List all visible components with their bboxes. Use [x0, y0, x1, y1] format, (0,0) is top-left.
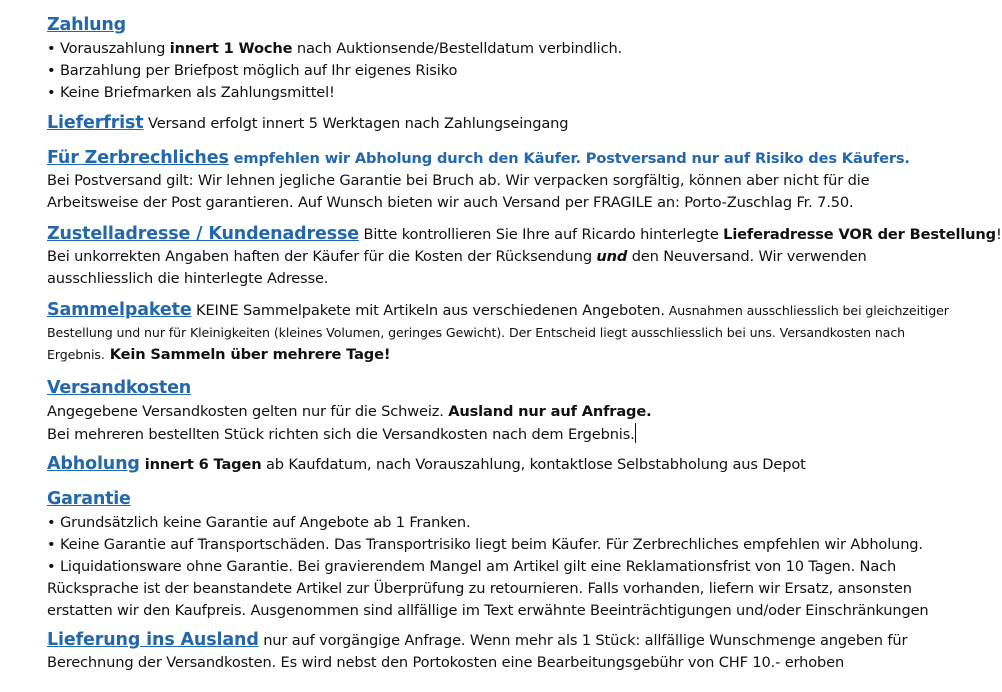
heading-abholung: Abholung	[47, 454, 140, 474]
section-adresse	[47, 223, 1002, 290]
bold-text: innert 6 Tagen	[139, 456, 262, 473]
emphasis-text: und	[596, 248, 628, 265]
adresse-line-3: ausschliesslich die hinterlegte Adresse.	[47, 270, 329, 287]
text: !	[995, 226, 1002, 243]
heading-adresse: Zustelladresse / Kundenadresse	[47, 224, 359, 244]
bold-text: Kein Sammeln über mehrere Tage!	[104, 346, 391, 363]
text: nach Auktionsende/Bestelldatum verbindlich.	[292, 40, 623, 57]
adresse-line-2	[47, 246, 987, 268]
section-abholung	[47, 453, 987, 476]
text: den Neuversand. Wir verwenden	[627, 248, 867, 265]
small-text: Ergebnis.	[47, 347, 105, 362]
text: nur auf vorgängige Anfrage. Wenn mehr als 1 Stück: allfällige Wunschmenge angeben für	[258, 632, 908, 649]
section-versandkosten	[47, 375, 987, 446]
versandkosten-line-2: Bei mehreren bestellten Stück richten sich die Versandkosten nach dem Ergebnis.	[47, 426, 635, 443]
text: Bitte kontrollieren Sie Ihre auf Ricardo hinterlegte	[358, 226, 724, 243]
garantie-line-3: • Liquidationsware ohne Garantie. Bei gravierendem Mangel am Artikel gilt eine Reklamationsfrist von 10 Tagen. Nach	[47, 558, 897, 575]
text: • Vorauszahlung	[47, 40, 170, 57]
heading-garantie: Garantie	[47, 489, 131, 509]
bullet-barzahlung: • Barzahlung per Briefpost möglich auf Ihr eigenes Risiko	[47, 62, 458, 79]
bold-text: innert 1 Woche	[169, 40, 293, 57]
lieferfrist-text: Versand erfolgt innert 5 Werktagen nach Zahlungseingang	[143, 115, 569, 132]
heading-versandkosten: Versandkosten	[47, 378, 191, 398]
bullet-vorauszahlung	[47, 38, 987, 60]
bold-text: Ausland nur auf Anfrage.	[448, 403, 652, 420]
text-cursor	[635, 423, 636, 443]
section-ausland	[47, 629, 987, 674]
zerbrechlich-highlight: empfehlen wir Abholung durch den Käufer. Postversand nur auf Risiko des Käufers.	[228, 150, 910, 167]
bold-text: Lieferadresse VOR der Bestellung	[723, 226, 996, 243]
heading-ausland: Lieferung ins Ausland	[47, 630, 259, 650]
garantie-line-1: • Grundsätzlich keine Garantie auf Angebote ab 1 Franken.	[47, 514, 471, 531]
text: Angegebene Versandkosten gelten nur für die Schweiz.	[47, 403, 449, 420]
text: Bei unkorrekten Angaben haften der Käufer für die Kosten der Rücksendung	[47, 248, 597, 265]
small-text: Ausnahmen ausschliesslich bei gleichzeitiger	[664, 303, 949, 318]
text: ab Kaufdatum, nach Vorauszahlung, kontaktlose Selbstabholung aus Depot	[261, 456, 806, 473]
ausland-line-2: Berechnung der Versandkosten. Es wird nebst den Portokosten eine Bearbeitungsgebühr von CHF 10.- erhoben	[47, 654, 845, 671]
section-zerbrechlich	[47, 147, 987, 214]
section-zahlung	[47, 12, 987, 104]
heading-zahlung: Zahlung	[47, 15, 126, 35]
section-lieferfrist	[47, 112, 987, 135]
section-sammelpakete	[47, 299, 987, 366]
text: KEINE Sammelpakete mit Artikeln aus verschiedenen Angeboten.	[191, 302, 665, 319]
garantie-line-2: • Keine Garantie auf Transportschäden. Das Transportrisiko liegt beim Käufer. Für Zerbrechliches empfehlen wir Abholung.	[47, 536, 923, 553]
garantie-line-5: erstatten wir den Kaufpreis. Ausgenommen sind allfällige im Text erwähnte Beeinträchtigungen und/oder Einschränkungen	[47, 602, 929, 619]
heading-zerbrechlich: Für Zerbrechliches	[47, 148, 229, 168]
bullet-briefmarken: • Keine Briefmarken als Zahlungsmittel!	[47, 84, 335, 101]
zerbrechlich-line-2: Arbeitsweise der Post garantieren. Auf Wunsch bieten wir auch Versand per FRAGILE an: Porto-Zuschlag Fr. 7.50.	[47, 194, 854, 211]
sammel-line-2: Bestellung und nur für Kleinigkeiten (kleines Volumen, geringes Gewicht). Der Entscheid liegt ausschliesslich bei uns. Versandkosten nach	[47, 325, 906, 340]
garantie-line-4: Rücksprache ist der beanstandete Artikel zur Überprüfung zu retournieren. Falls vorhanden, liefern wir Ersatz, ansonsten	[47, 580, 912, 597]
heading-sammelpakete: Sammelpakete	[47, 300, 192, 320]
zerbrechlich-line-1: Bei Postversand gilt: Wir lehnen jegliche Garantie bei Bruch ab. Wir verpacken sorgfältig, können aber nicht für die	[47, 172, 870, 189]
section-garantie	[47, 486, 987, 622]
heading-lieferfrist: Lieferfrist	[47, 113, 144, 133]
